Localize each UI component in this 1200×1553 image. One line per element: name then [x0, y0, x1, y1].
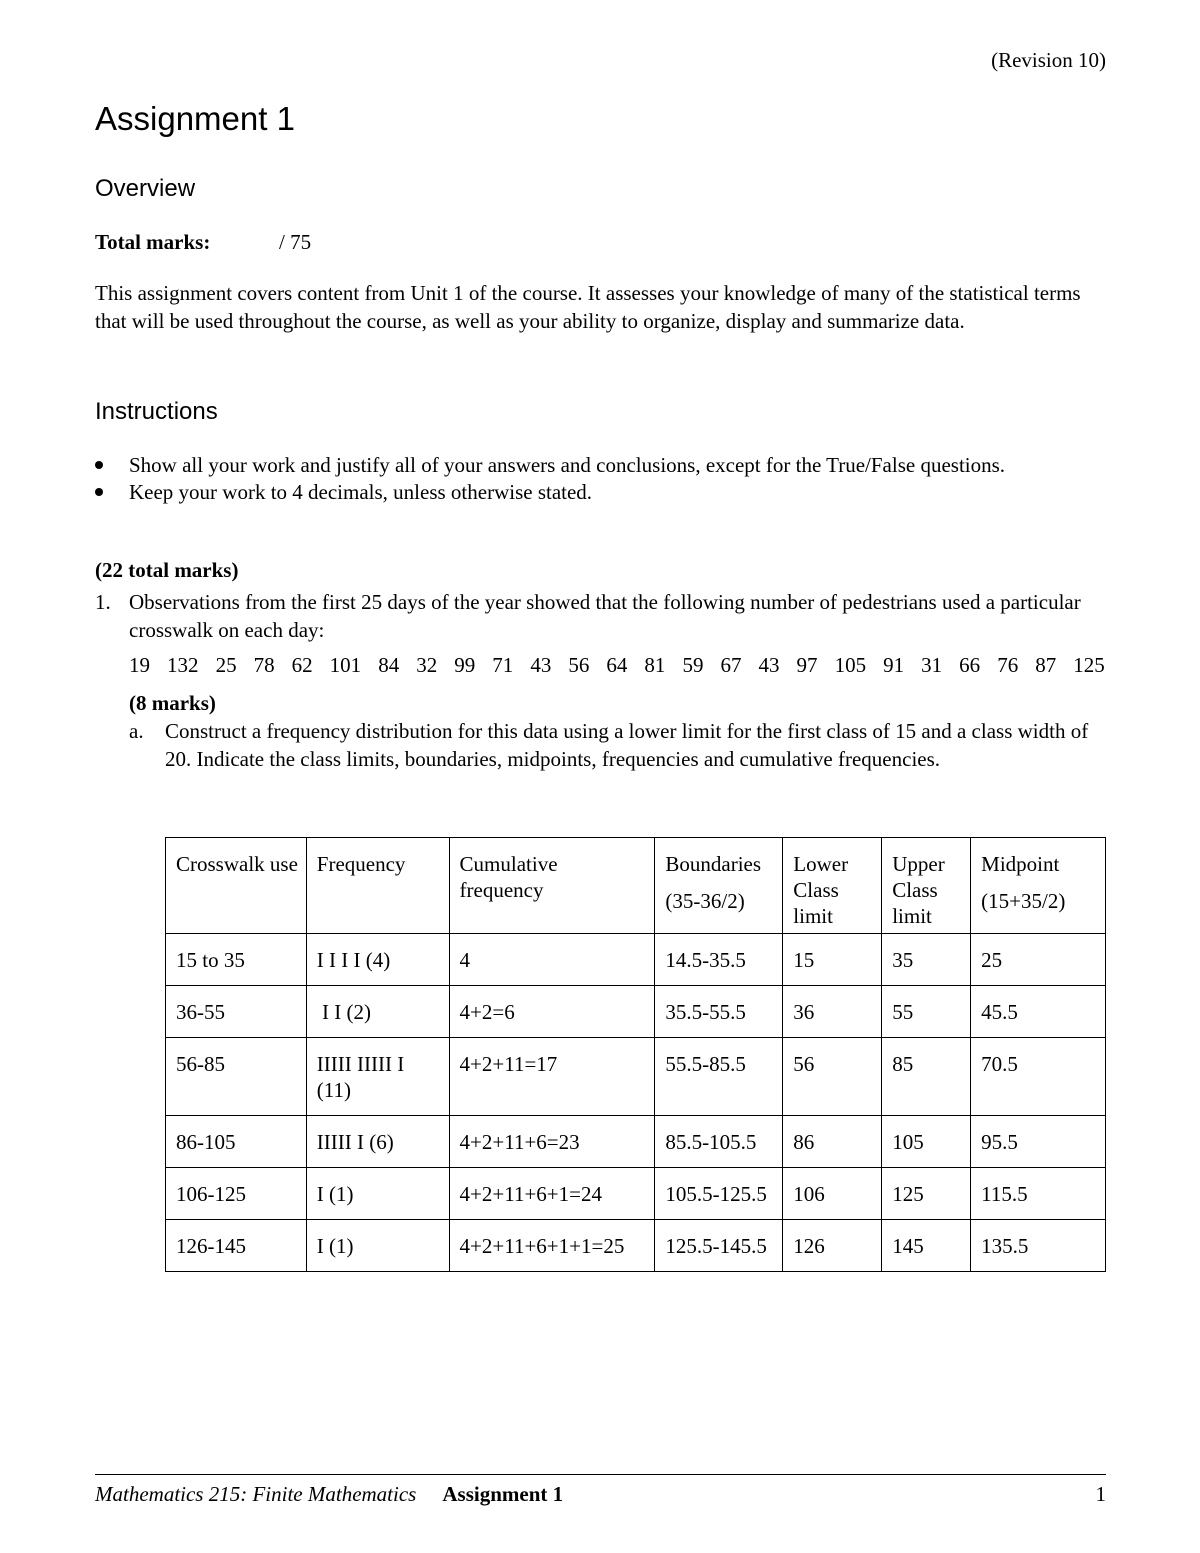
footer-course: Mathematics 215: Finite Mathematics — [95, 1482, 417, 1506]
question-1 — [95, 589, 1105, 644]
footer — [95, 1482, 1106, 1507]
observation-value: 99 — [454, 653, 476, 677]
observation-value: 125 — [1073, 653, 1105, 677]
cell-frequency: IIIII IIIII I (11) — [306, 1038, 449, 1116]
observation-value: 56 — [568, 653, 590, 677]
observation-value: 31 — [921, 653, 943, 677]
list-item — [95, 452, 1105, 479]
cell-crosswalk-use: 126-145 — [166, 1220, 307, 1272]
observation-value: 32 — [416, 653, 438, 677]
page-number: 1 — [1095, 1482, 1106, 1506]
header-frequency: Frequency — [306, 838, 449, 934]
cell-lower-class-limit: 86 — [783, 1116, 882, 1168]
cell-boundaries: 55.5-85.5 — [655, 1038, 783, 1116]
cell-crosswalk-use: 56-85 — [166, 1038, 307, 1116]
question-text: Observations from the first 25 days of the year showed that the following number of pedestrians used a particular crosswalk on each day: — [129, 590, 1081, 642]
cell-midpoint: 135.5 — [971, 1220, 1106, 1272]
observation-value: 43 — [530, 653, 552, 677]
cell-lower-class-limit: 15 — [783, 934, 882, 986]
part-a-marks: (8 marks) — [129, 691, 216, 715]
cell-crosswalk-use: 36-55 — [166, 986, 307, 1038]
cell-upper-class-limit: 145 — [882, 1220, 971, 1272]
observation-value: 66 — [959, 653, 981, 677]
cell-frequency: I (1) — [306, 1168, 449, 1220]
header-upper-class-limit: Upper Class limit — [882, 838, 971, 934]
cell-frequency: I (1) — [306, 1220, 449, 1272]
header-boundaries: Boundaries (35-36/2) — [655, 838, 783, 934]
cell-cumulative-frequency: 4 — [449, 934, 655, 986]
revision-label: (Revision 10) — [991, 48, 1106, 72]
header-midpoint: Midpoint (15+35/2) — [971, 838, 1106, 934]
observation-value: 67 — [720, 653, 742, 677]
frequency-table — [165, 837, 1106, 1272]
table-row — [166, 1168, 1106, 1220]
table-row — [166, 1220, 1106, 1272]
overview-paragraph: This assignment covers content from Unit 1 of the course. It assesses your knowledge of many of the statistical terms that will be used throughout the course, as well as your ability to organize, display and summarize data. — [95, 281, 1081, 333]
cell-boundaries: 14.5-35.5 — [655, 934, 783, 986]
observation-value: 59 — [682, 653, 704, 677]
table-row — [166, 1038, 1106, 1116]
overview-heading: Overview — [95, 175, 196, 202]
cell-lower-class-limit: 56 — [783, 1038, 882, 1116]
observation-value: 62 — [291, 653, 313, 677]
cell-upper-class-limit: 55 — [882, 986, 971, 1038]
instruction-text: Keep your work to 4 decimals, unless otherwise stated. — [129, 480, 593, 504]
section-marks: (22 total marks) — [95, 558, 239, 582]
table-header-row — [166, 838, 1106, 934]
header-crosswalk-use: Crosswalk use — [166, 838, 307, 934]
cell-lower-class-limit: 106 — [783, 1168, 882, 1220]
observation-value: 97 — [796, 653, 818, 677]
observation-value: 101 — [329, 653, 362, 677]
cell-midpoint: 115.5 — [971, 1168, 1106, 1220]
cell-boundaries: 35.5-55.5 — [655, 986, 783, 1038]
page-title: Assignment 1 — [95, 100, 295, 137]
cell-midpoint: 25 — [971, 934, 1106, 986]
header-cumulative-frequency: Cumulative frequency — [449, 838, 655, 934]
cell-boundaries: 105.5-125.5 — [655, 1168, 783, 1220]
observation-value: 84 — [378, 653, 400, 677]
observation-value: 87 — [1035, 653, 1057, 677]
part-letter: a. — [129, 719, 144, 743]
footer-assignment: Assignment 1 — [442, 1482, 564, 1506]
instructions-heading: Instructions — [95, 398, 218, 425]
instructions-list — [95, 452, 1105, 506]
part-a-text: Construct a frequency distribution for this data using a lower limit for the first class of 15 and a class width of 20. Indicate the class limits, boundaries, midpoints, frequencies and cumulative frequencies. — [165, 719, 1089, 771]
cell-upper-class-limit: 105 — [882, 1116, 971, 1168]
cell-frequency: IIIII I (6) — [306, 1116, 449, 1168]
observation-value: 81 — [644, 653, 666, 677]
cell-upper-class-limit: 125 — [882, 1168, 971, 1220]
cell-upper-class-limit: 85 — [882, 1038, 971, 1116]
total-marks-label: Total marks: — [95, 230, 211, 254]
cell-frequency: I I I I (4) — [306, 934, 449, 986]
cell-upper-class-limit: 35 — [882, 934, 971, 986]
table-row — [166, 986, 1106, 1038]
observation-value: 64 — [606, 653, 628, 677]
observation-value: 71 — [492, 653, 514, 677]
observation-value: 105 — [834, 653, 867, 677]
observation-value: 25 — [215, 653, 237, 677]
cell-crosswalk-use: 106-125 — [166, 1168, 307, 1220]
observation-value: 43 — [758, 653, 780, 677]
cell-midpoint: 95.5 — [971, 1116, 1106, 1168]
observation-value: 78 — [253, 653, 275, 677]
cell-cumulative-frequency: 4+2+11+6+1+1=25 — [449, 1220, 655, 1272]
table-row — [166, 934, 1106, 986]
observations-row — [129, 653, 1105, 678]
bullet-icon — [95, 488, 103, 496]
footer-rule — [95, 1474, 1106, 1475]
observation-value: 76 — [997, 653, 1019, 677]
observation-value: 19 — [129, 653, 150, 677]
observation-value: 132 — [167, 653, 199, 677]
cell-cumulative-frequency: 4+2=6 — [449, 986, 655, 1038]
table-row — [166, 1116, 1106, 1168]
instruction-text: Show all your work and justify all of your answers and conclusions, except for the True/False questions. — [129, 453, 1006, 477]
cell-midpoint: 45.5 — [971, 986, 1106, 1038]
cell-lower-class-limit: 36 — [783, 986, 882, 1038]
cell-boundaries: 125.5-145.5 — [655, 1220, 783, 1272]
bullet-icon — [95, 461, 103, 469]
cell-cumulative-frequency: 4+2+11+6+1=24 — [449, 1168, 655, 1220]
cell-midpoint: 70.5 — [971, 1038, 1106, 1116]
cell-crosswalk-use: 86-105 — [166, 1116, 307, 1168]
part-a — [129, 718, 1105, 773]
cell-cumulative-frequency: 4+2+11+6=23 — [449, 1116, 655, 1168]
header-lower-class-limit: Lower Class limit — [783, 838, 882, 934]
question-number: 1. — [95, 590, 111, 614]
cell-lower-class-limit: 126 — [783, 1220, 882, 1272]
observation-value: 91 — [883, 653, 905, 677]
cell-cumulative-frequency: 4+2+11=17 — [449, 1038, 655, 1116]
cell-boundaries: 85.5-105.5 — [655, 1116, 783, 1168]
cell-crosswalk-use: 15 to 35 — [166, 934, 307, 986]
total-marks — [95, 230, 311, 255]
total-marks-value: / 75 — [279, 230, 312, 254]
list-item — [95, 479, 1105, 506]
cell-frequency: I I (2) — [306, 986, 449, 1038]
